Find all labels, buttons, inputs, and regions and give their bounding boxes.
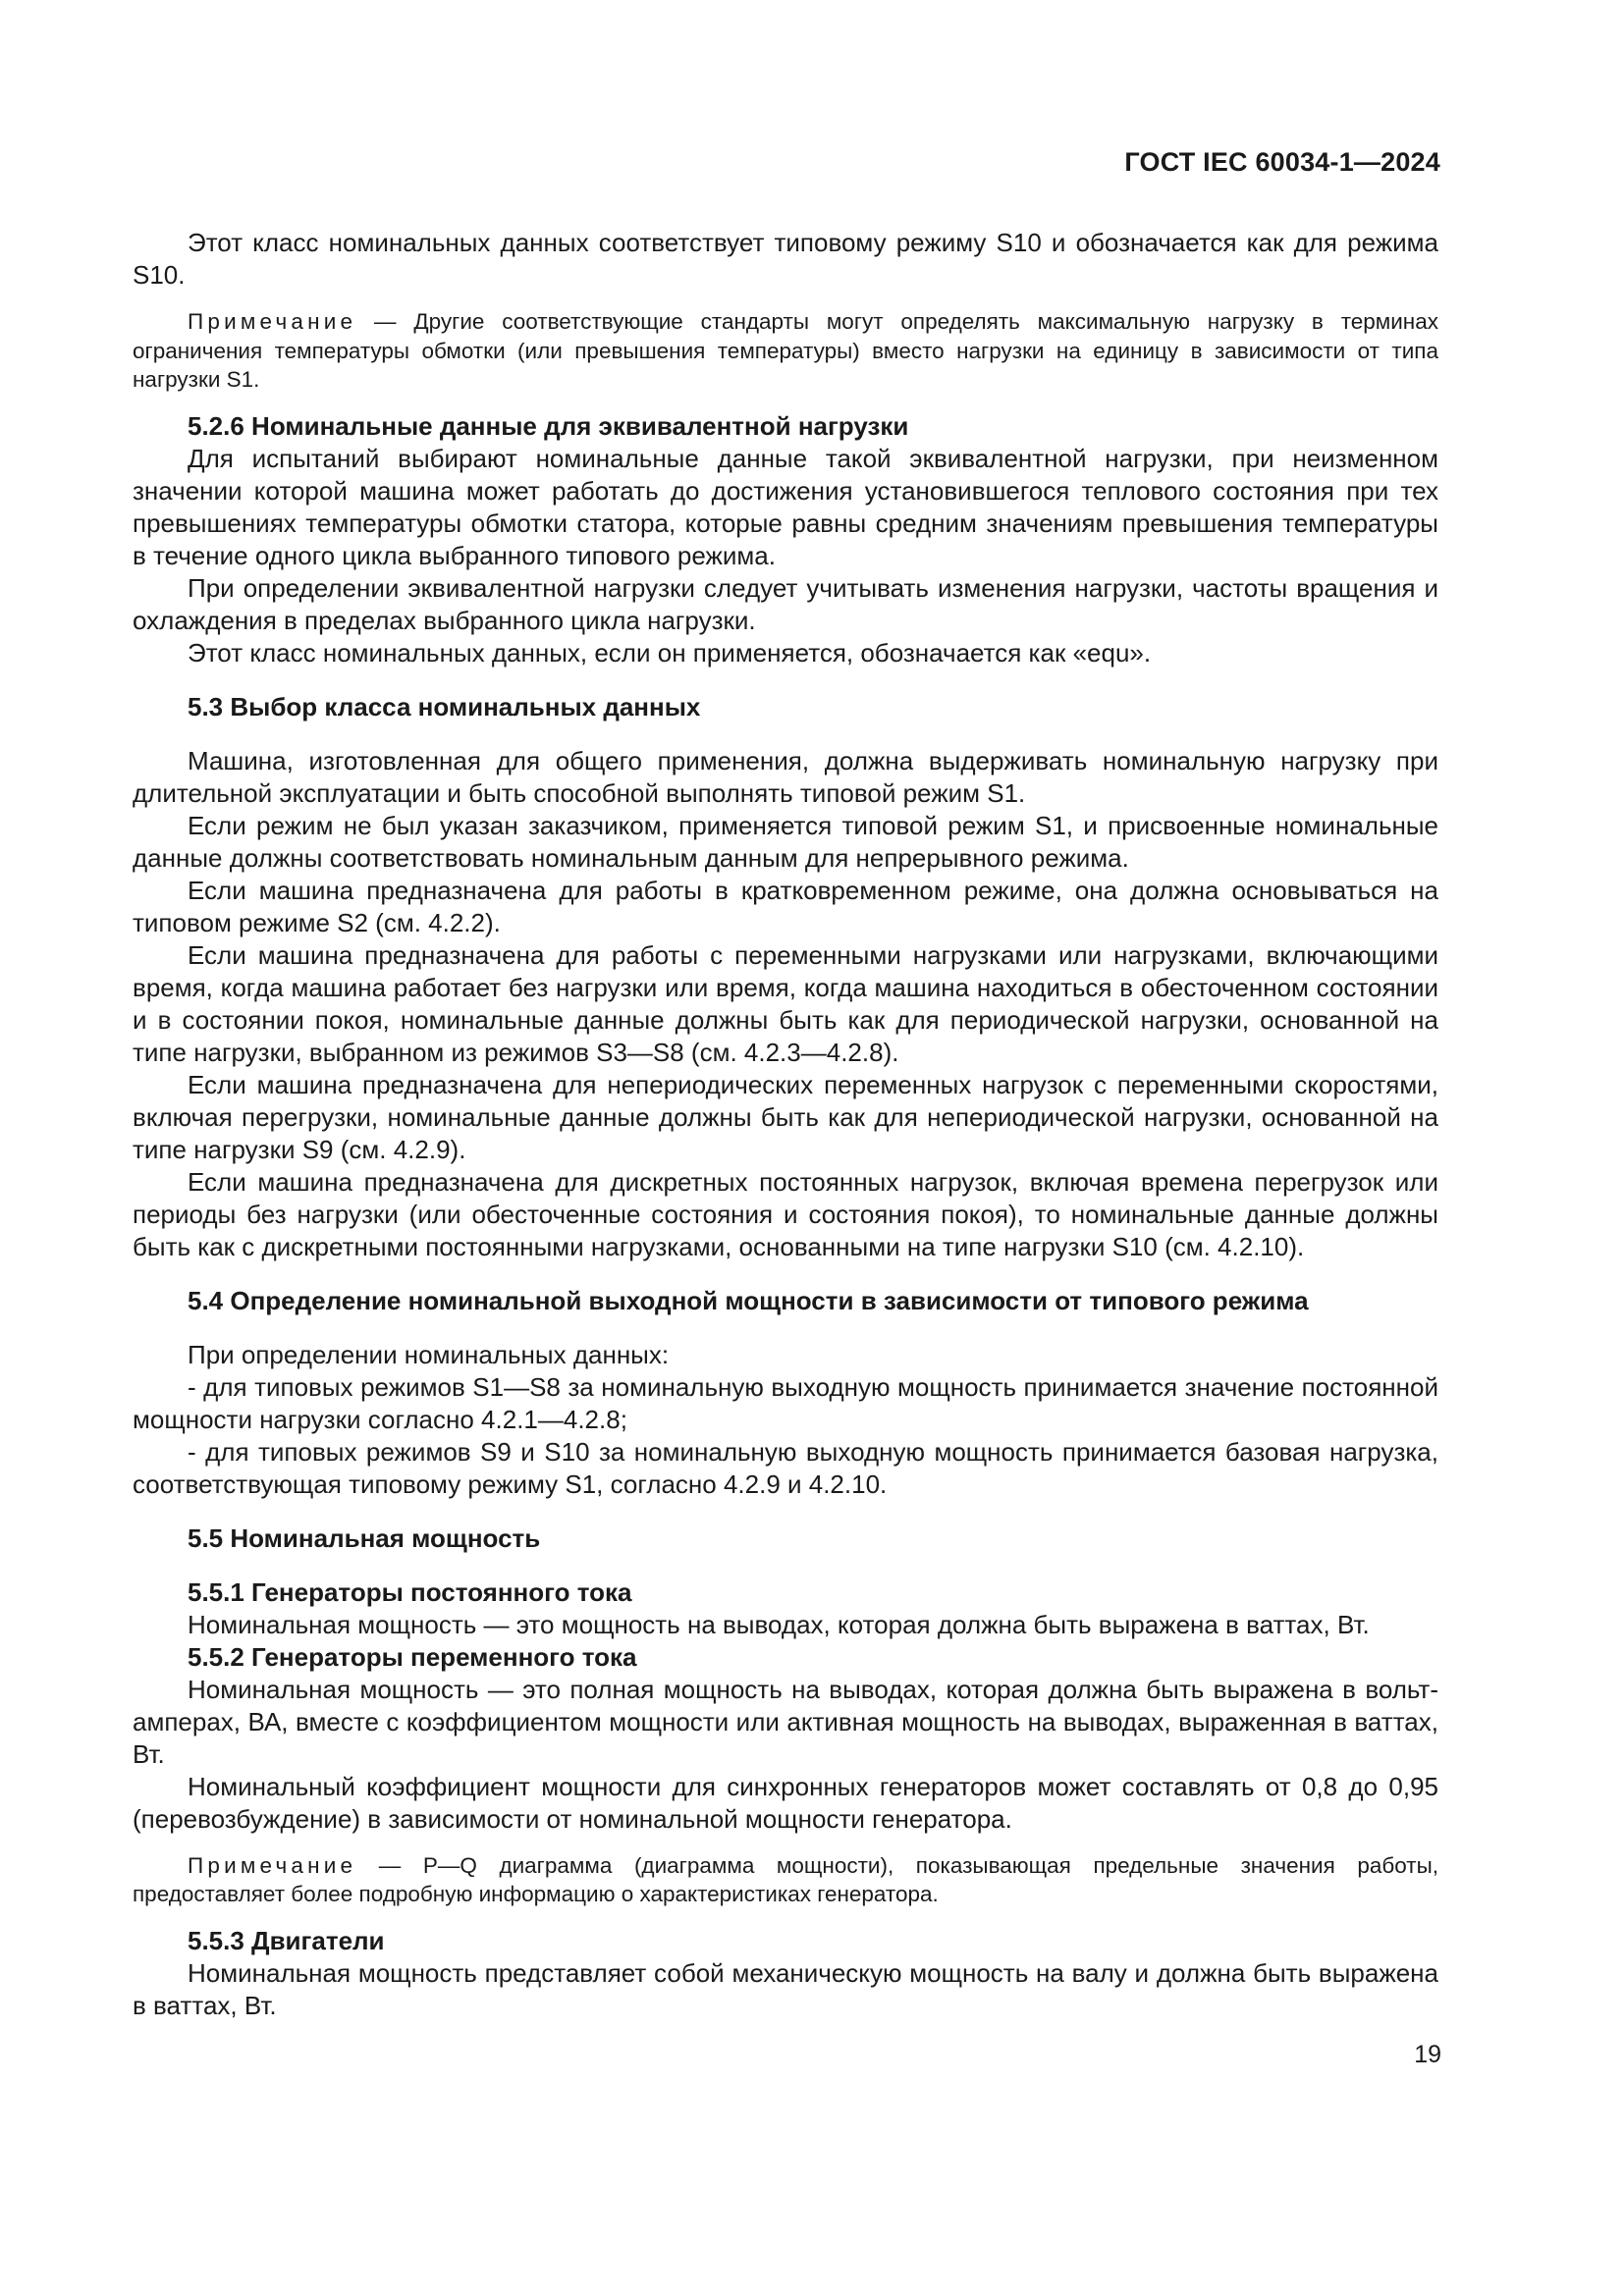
paragraph-5-3-1: Машина, изготовленная для общего применения, должна выдерживать номинальную нагрузку при длительной эксплуатации и быть способной выполнять типовой режим S1. [133,745,1438,808]
heading-5-2-6: 5.2.6 Номинальные данные для эквивалентной нагрузки [188,410,909,441]
paragraph-5-4-1: При определении номинальных данных: [188,1339,670,1369]
paragraph-5-4-3: - для типовых режимов S9 и S10 за номинальную выходную мощность принимается базовая нагрузка, соответствующая типовому режиму S1, согласно 4.2.9 и 4.2.10. [133,1436,1438,1499]
heading-5-3: 5.3 Выбор класса номинальных данных [188,691,701,721]
note-2-label: Примечание [188,1852,357,1878]
page-content [133,227,1438,2022]
paragraph-5-5-1: Номинальная мощность — это мощность на выводах, которая должна быть выражена в ваттах, Вт. [188,1609,1370,1639]
paragraph-5-3-5: Если машина предназначена для непериодических переменных нагрузок с переменными скоростями, включая перегрузки, номинальные данные должны быть как для непериодической нагрузки, основанной на типе нагрузки S9 (см. 4.2.9). [133,1069,1438,1164]
paragraph-5-2-6-2: При определении эквивалентной нагрузки следует учитывать изменения нагрузки, частоты вращения и охлаждения в пределах выбранного цикла нагрузки. [133,572,1438,635]
note-1-text: — Другие соответствующие стандарты могут определять максимальную нагрузку в терминах ограничения температуры обмотки (или превышения температуры) вместо нагрузки на единицу в зависимости от типа нагрузки S1. [133,309,1438,392]
paragraph-5-3-2: Если режим не был указан заказчиком, применяется типовой режим S1, и присвоенные номинальные данные должны соответствовать номинальным данным для непрерывного режима. [133,810,1438,873]
paragraph-5-3-4: Если машина предназначена для работы с переменными нагрузками или нагрузками, включающими время, когда машина работает без нагрузки или время, когда машина находиться в обесточенном состоянии и в состоянии покоя, номинальные данные должны быть как для периодической нагрузки, основанной на типе нагрузки, выбранном из режимов S3—S8 (см. 4.2.3—4.2.8). [133,939,1438,1067]
note-2 [133,1851,1438,1909]
document-code-header: ГОСТ IEC 60034-1—2024 [1124,147,1440,177]
heading-5-4: 5.4 Определение номинальной выходной мощности в зависимости от типового режима [188,1285,1309,1315]
note-2-text: — P—Q диаграмма (диаграмма мощности), показывающая предельные значения работы, предоставляет более подробную информацию о характеристиках генератора. [133,1852,1438,1906]
paragraph-5-3-3: Если машина предназначена для работы в кратковременном режиме, она должна основываться на типовом режиме S2 (см. 4.2.2). [133,875,1438,937]
heading-5-5-3: 5.5.3 Двигатели [188,1925,385,1955]
paragraph-5-4-2: - для типовых режимов S1—S8 за номинальную выходную мощность принимается значение постоянной мощности нагрузки согласно 4.2.1—4.2.8; [133,1371,1438,1434]
paragraph-5-5-2-2: Номинальный коэффициент мощности для синхронных генераторов может составлять от 0,8 до 0,95 (перевозбуждение) в зависимости от номинальной мощности генератора. [133,1771,1438,1834]
paragraph-5-2-6-3: Этот класс номинальных данных, если он применяется, обозначается как «equ». [188,637,1152,667]
note-1-label: Примечание [188,309,357,334]
paragraph-intro: Этот класс номинальных данных соответствует типовому режиму S10 и обозначается как для режима S10. [133,228,1438,290]
page-number: 19 [1414,2041,1441,2068]
paragraph-5-5-3: Номинальная мощность представляет собой механическую мощность на валу и должна быть выражена в ваттах, Вт. [133,1957,1438,2020]
paragraph-5-3-6: Если машина предназначена для дискретных постоянных нагрузок, включая времена перегрузок или периоды без нагрузки (или обесточенные состояния и состояния покоя), то номинальные данные должны быть как с дискретными постоянными нагрузками, основанными на типе нагрузки S10 (см. 4.2.10). [133,1166,1438,1261]
paragraph-5-2-6-1: Для испытаний выбирают номинальные данные такой эквивалентной нагрузки, при неизменном значении которой машина может работать до достижения установившегося теплового состояния при тех превышениях температуры обмотки статора, которые равны средним значениям превышения температуры в течение одного цикла выбранного типового режима. [133,443,1438,570]
paragraph-5-5-2-1: Номинальная мощность — это полная мощность на выводах, которая должна быть выражена в вольт-амперах, ВА, вместе с коэффициентом мощности или активная мощность на выводах, выраженная в ваттах, Вт. [133,1674,1438,1769]
heading-5-5-1: 5.5.1 Генераторы постоянного тока [188,1576,632,1607]
note-1 [133,307,1438,395]
heading-5-5: 5.5 Номинальная мощность [188,1522,541,1553]
heading-5-5-2: 5.5.2 Генераторы переменного тока [188,1641,637,1672]
